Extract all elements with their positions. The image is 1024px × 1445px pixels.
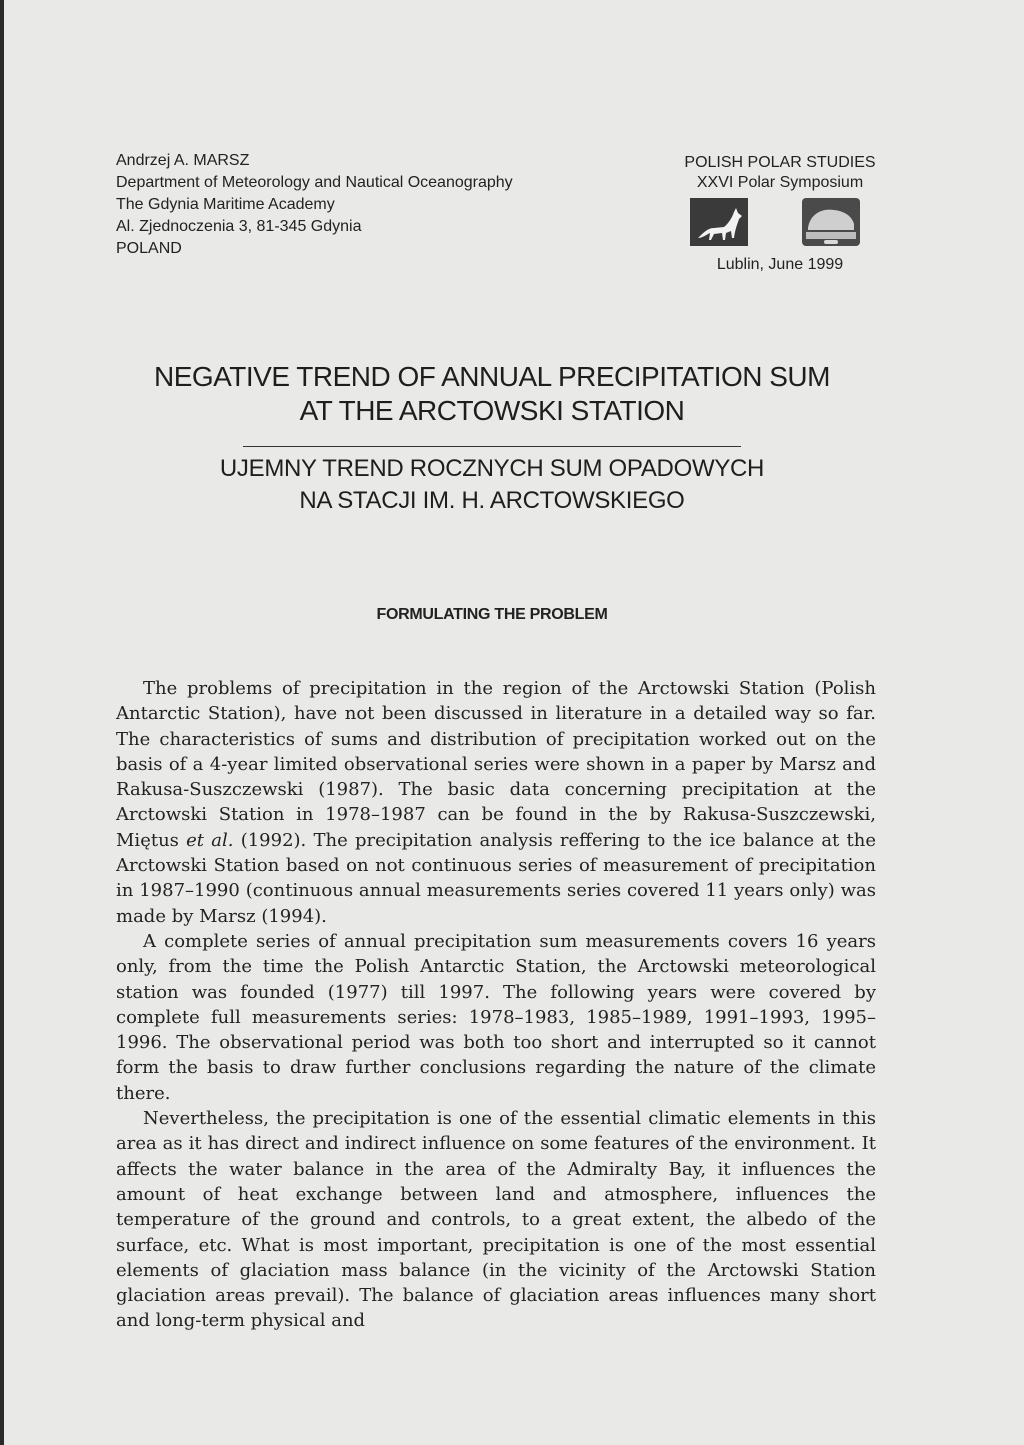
citation-et-al: et al. xyxy=(186,829,234,851)
paragraph-3: Nevertheless, the precipitation is one of the essential climatic elements in this area as it has direct and indirect influence on some features of the environment. It affects the water balance in the area of the Admiralty Bay, it influences the amount of heat exchange between land and atmosphere, influences the temperature of the ground and controls, to a great extent, the albedo of the surface, etc. What is most important, precipitation is one of the most essential elements of glaciation mass balance (in the vicinity of the Arctowski Station glaciation areas prevail). The balance of glaciation areas influences many short and long-term physical and xyxy=(116,1108,876,1332)
title-divider xyxy=(243,446,741,447)
title-polish-line-1: UJEMNY TREND ROCZNYCH SUM OPADOWYCH xyxy=(219,455,765,482)
polar-bear-icon xyxy=(802,198,860,246)
series-name: POLISH POLAR STUDIES xyxy=(684,154,876,171)
title-english-line-1: NEGATIVE TREND OF ANNUAL PRECIPITATION SUM xyxy=(154,361,830,392)
symposium-logos xyxy=(690,198,870,248)
author-department: Department of Meteorology and Nautical Oceanography xyxy=(116,174,513,191)
author-affiliation xyxy=(116,150,556,260)
paragraph-1-text: The problems of precipitation in the region of the Arctowski Station (Polish Antarctic Station), have not been discussed in literature in a detailed way so far. The characteristics of sums and distribution of precipitation worked out on the basis of a 4-year limited observational series were shown in a paper by Marsz and Rakusa-Suszczewski (1987). The basic data concerning precipitation at the Arctowski Station in 1978–1987 can be found in the by Rakusa-Suszczewski, Miętus xyxy=(116,678,876,851)
symposium-name: XXVI Polar Symposium xyxy=(696,174,864,191)
section-heading: FORMULATING THE PROBLEM xyxy=(376,606,608,623)
paper-title xyxy=(112,360,872,517)
author-name: Andrzej A. MARSZ xyxy=(116,152,250,169)
author-institution: The Gdynia Maritime Academy xyxy=(116,196,335,213)
body-text xyxy=(116,676,876,1334)
place-date: Lublin, June 1999 xyxy=(716,256,844,273)
paragraph-1 xyxy=(116,676,876,929)
title-english-line-2: AT THE ARCTOWSKI STATION xyxy=(299,395,685,426)
arctic-fox-icon xyxy=(690,198,748,246)
title-polish-line-2: NA STACJI IM. H. ARCTOWSKIEGO xyxy=(299,487,685,514)
paragraph-2: A complete series of annual precipitation sum measurements covers 16 years only, from the time the Polish Antarctic Station, the Arctowski meteorological station was founded (1977) till 1997. The following years were covered by complete full measurements series: 1978–1983, 1985–1989, 1991–1993, 1995–1996. The observational period was both too short and interrupted so it cannot form the basis to draw further conclusions regarding the nature of the climate there. xyxy=(116,930,876,1104)
paragraph-1-text-cont: (1992). The precipitation analysis reffering to the ice balance at the Arctowski Station based on not continuous series of measurement of precipitation in 1987–1990 (continuous annual measurements series covered 11 years only) was made by Marsz (1994). xyxy=(116,829,876,927)
scan-edge xyxy=(0,0,4,1445)
series-header xyxy=(640,153,920,193)
author-country: POLAND xyxy=(116,240,182,257)
author-address: Al. Zjednoczenia 3, 81-345 Gdynia xyxy=(116,218,362,235)
